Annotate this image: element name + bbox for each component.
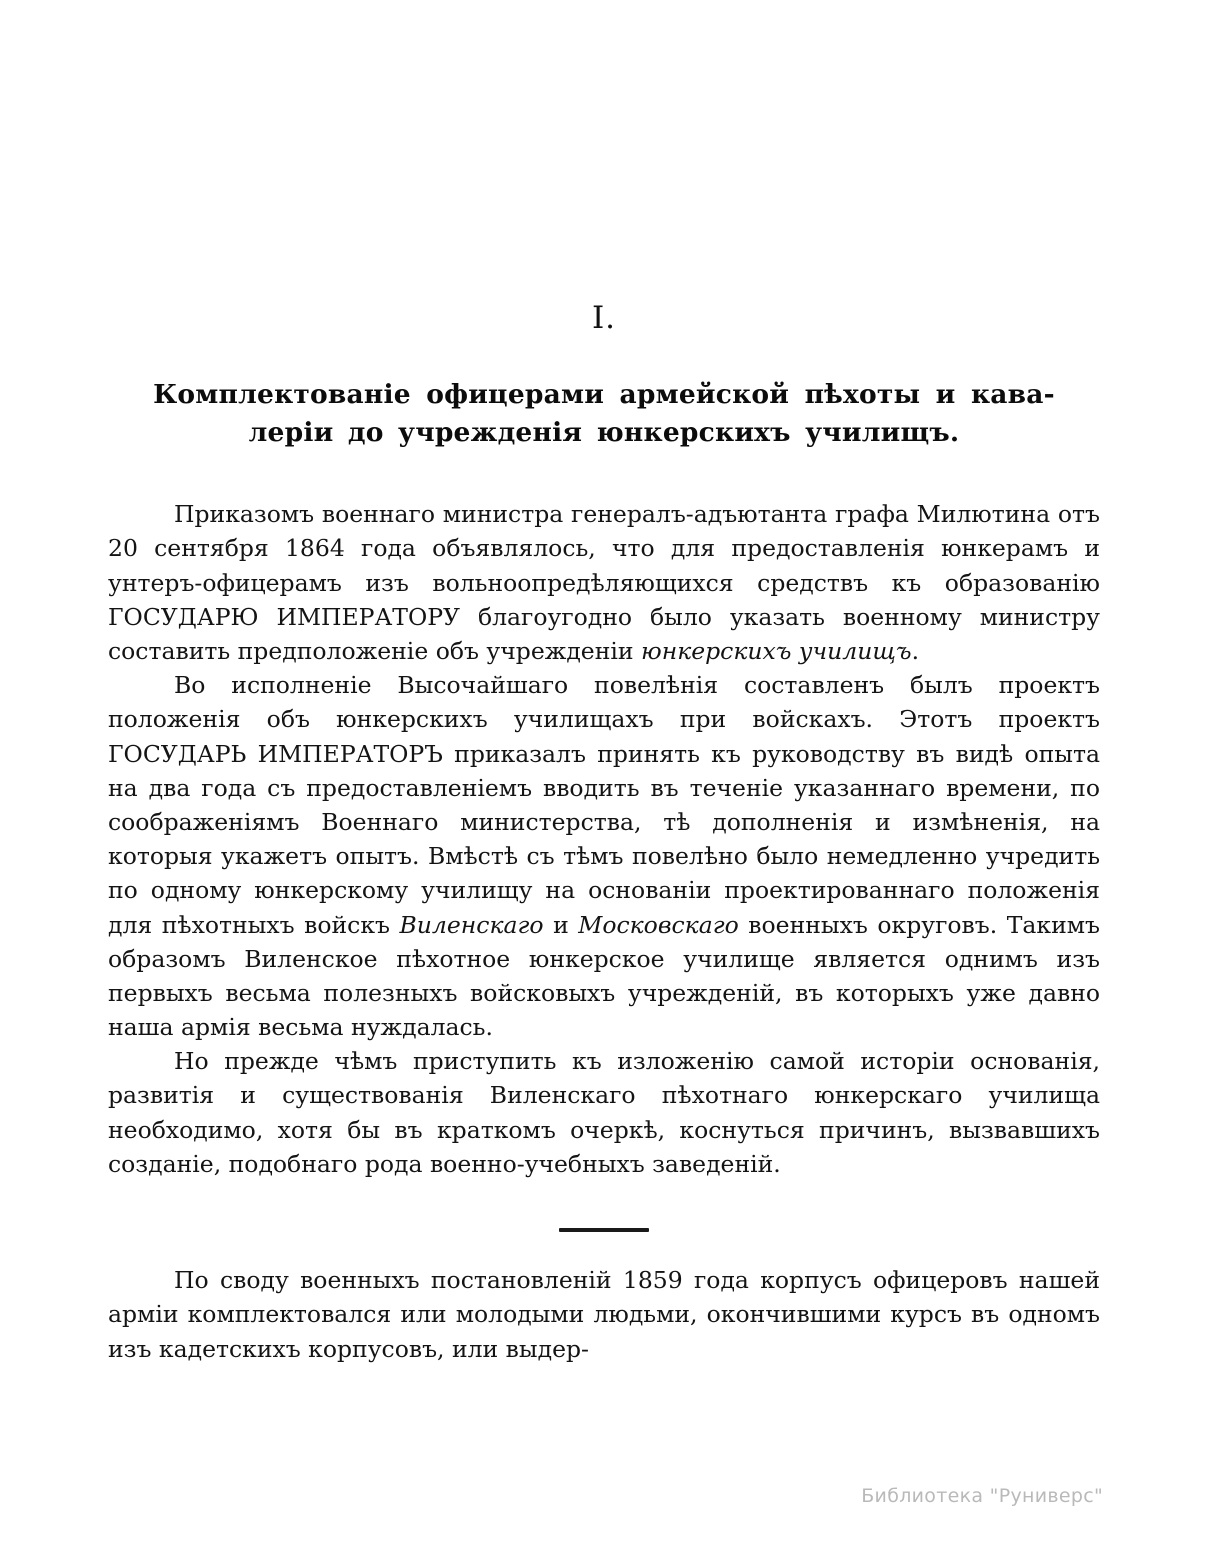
paragraph-2: Во исполненіе Высочайшаго повелѣнія составленъ былъ проектъ положенія объ юнкерскихъ училищахъ при войскахъ. Этотъ проектъ ГОСУДАРЬ ИМПЕРАТОРЪ приказалъ принять къ руководству въ видѣ опыта на два года съ предоставленіемъ вводить въ теченіе указаннаго времени, по соображеніямъ Военнаго министерства, тѣ дополненія и измѣненія, на которыя укажетъ опытъ. Вмѣстѣ съ тѣмъ повелѣно было немедленно учредить по одному юнкерскому училищу на основаніи проектированнаго положенія для пѣхотныхъ войскъ Виленскаго и Московскаго военныхъ округовъ. Такимъ образомъ Виленское пѣхотное юнкерское училище является однимъ изъ первыхъ весьма полезныхъ войсковыхъ учрежденій, въ которыхъ уже давно наша армія весьма нуждалась.: [108, 671, 1100, 1042]
body-text: [108, 497, 1100, 1366]
page-title: [108, 376, 1100, 451]
page-title-line-1: Комплектованіе офицерами армейской пѣхоты и кава-: [153, 379, 1055, 410]
section-number: I.: [591, 300, 617, 336]
library-watermark: Библиотека "Руниверс": [861, 1485, 1103, 1507]
section-divider: [108, 1207, 1100, 1241]
page-content: [108, 0, 1100, 1366]
horizontal-rule-icon: [559, 1228, 649, 1232]
paragraph-3: Но прежде чѣмъ приступить къ изложенію самой исторіи основанія, развитія и существованія Виленскаго пѣхотнаго юнкерскаго училища необходимо, хотя бы въ краткомъ очеркѣ, коснуться причинъ, вызвавшихъ созданіе, подобнаго рода военно-учебныхъ заведеній.: [108, 1047, 1100, 1178]
paragraph-1: Приказомъ военнаго министра генералъ-адъютанта графа Милютина отъ 20 сентября 1864 года объявлялось, что для предоставленія юнкерамъ и унтеръ-офицерамъ изъ вольноопредѣляющихся средствъ къ образованію ГОСУДАРЮ ИМПЕРАТОРУ благоугодно было указать военному министру составить предположеніе объ учрежденіи юнкерскихъ училищъ.: [108, 500, 1100, 665]
page-title-line-2: леріи до учрежденія юнкерскихъ училищъ.: [248, 416, 960, 448]
paragraph-4: По своду военныхъ постановленій 1859 года корпусъ офицеровъ нашей арміи комплектовался или молодыми людьми, окончившими курсъ въ одномъ изъ кадетскихъ корпусовъ, или выдер-: [108, 1266, 1100, 1363]
